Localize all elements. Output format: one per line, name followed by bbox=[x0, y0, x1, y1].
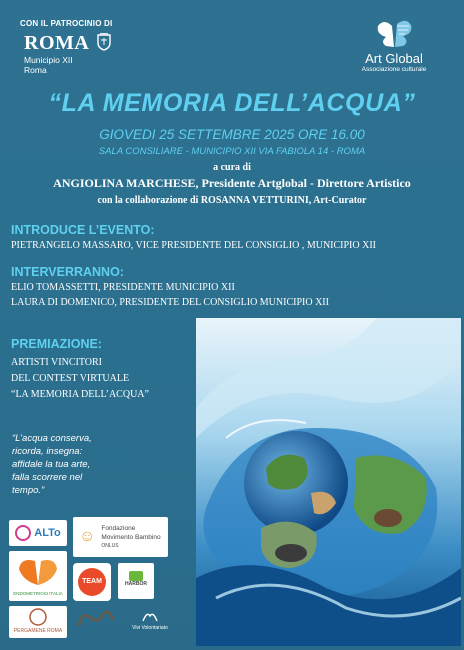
sponsor-team-logo bbox=[73, 563, 111, 601]
curator-name: ANGIOLINA MARCHESE, Presidente Artglobal - Direttore Artistico bbox=[53, 176, 411, 190]
pergamene-name: PERGAMENE ROMA bbox=[13, 628, 63, 634]
art-global-name: Art Global bbox=[365, 51, 423, 66]
alto-ring-icon bbox=[15, 525, 31, 541]
sponsor-harbor-logo bbox=[118, 563, 154, 599]
child-icon: ☺ bbox=[79, 528, 96, 545]
quote bbox=[12, 432, 132, 497]
award-line: “LA MEMORIA DELL’ACQUA” bbox=[11, 389, 149, 400]
harbor-name: HARBOR bbox=[125, 581, 147, 587]
harbor-icon bbox=[129, 571, 143, 581]
speakers-heading: INTERVERRANNO: bbox=[11, 265, 124, 279]
roma-municipio: Municipio XII bbox=[24, 55, 73, 65]
sponsor-alto-logo bbox=[9, 520, 67, 546]
hands-icon bbox=[141, 609, 159, 623]
fondazione-line: Movimento Bambino bbox=[101, 533, 161, 541]
sponsor-endometriosi-logo bbox=[9, 551, 67, 601]
quote-line: “L’acqua conserva, bbox=[12, 433, 92, 444]
event-date-time: GIOVEDI 25 SETTEMBRE 2025 ORE 16.00 bbox=[99, 127, 365, 142]
award-heading: PREMIAZIONE: bbox=[11, 337, 102, 351]
intro-heading: INTRODUCE L’EVENTO: bbox=[11, 223, 155, 237]
award-line: DEL CONTEST VIRTUALE bbox=[11, 373, 130, 384]
curated-by-label: a cura di bbox=[213, 162, 251, 173]
vivi-name: Vivi Volontariato bbox=[132, 625, 168, 631]
quote-line: affidale la tua arte, bbox=[12, 459, 91, 470]
sponsor-vivi-logo bbox=[126, 609, 174, 635]
pergamene-seal-icon bbox=[9, 606, 67, 626]
roma-crest-icon bbox=[97, 33, 111, 51]
award-line: ARTISTI VINCITORI bbox=[11, 357, 102, 368]
fondazione-line: ONLUS bbox=[101, 542, 119, 549]
butterfly-icon bbox=[374, 20, 414, 50]
collaboration-line: con la collaborazione di ROSANNA VETTURINI, Art-Curator bbox=[97, 195, 367, 206]
intro-text: PIETRANGELO MASSARO, VICE PRESIDENTE DEL CONSIGLIO , MUNICIPIO XII bbox=[11, 240, 376, 251]
team-badge: TEAM bbox=[78, 568, 106, 596]
quote-line: falla scorrere nel bbox=[12, 472, 83, 483]
speaker-line: ELIO TOMASSETTI, PRESIDENTE MUNICIPIO XII bbox=[11, 282, 235, 293]
roma-name: ROMA bbox=[24, 32, 90, 54]
event-place: SALA CONSILIARE - MUNICIPIO XII VIA FABIOLA 14 - ROMA bbox=[98, 146, 366, 157]
loop-icon bbox=[73, 606, 121, 634]
water-globe-artwork bbox=[196, 318, 461, 646]
roma-city: Roma bbox=[24, 65, 47, 75]
art-global-logo bbox=[353, 20, 435, 74]
speaker-line: LAURA DI DOMENICO, PRESIDENTE DEL CONSIGLIO MUNICIPIO XII bbox=[11, 297, 329, 308]
quote-line: ricorda, insegna: bbox=[12, 446, 83, 457]
endometriosi-name: ENDOMETRIOSI ITALIA bbox=[13, 591, 63, 596]
sponsor-fondazione-logo bbox=[73, 517, 168, 557]
alto-name: ALTo bbox=[34, 527, 61, 539]
sponsor-pergamene-logo bbox=[9, 606, 67, 638]
art-global-sub: Associazione culturale bbox=[361, 66, 427, 73]
fondazione-line: Fondazione bbox=[101, 524, 136, 532]
event-title: “LA MEMORIA DELL’ACQUA” bbox=[48, 89, 416, 117]
sponsor-loop-logo bbox=[73, 606, 121, 638]
patronage-label: CON IL PATROCINIO DI bbox=[20, 19, 113, 28]
roma-logo bbox=[24, 33, 89, 75]
quote-line: tempo.” bbox=[12, 485, 45, 496]
butterfly-orange-icon bbox=[9, 551, 67, 589]
